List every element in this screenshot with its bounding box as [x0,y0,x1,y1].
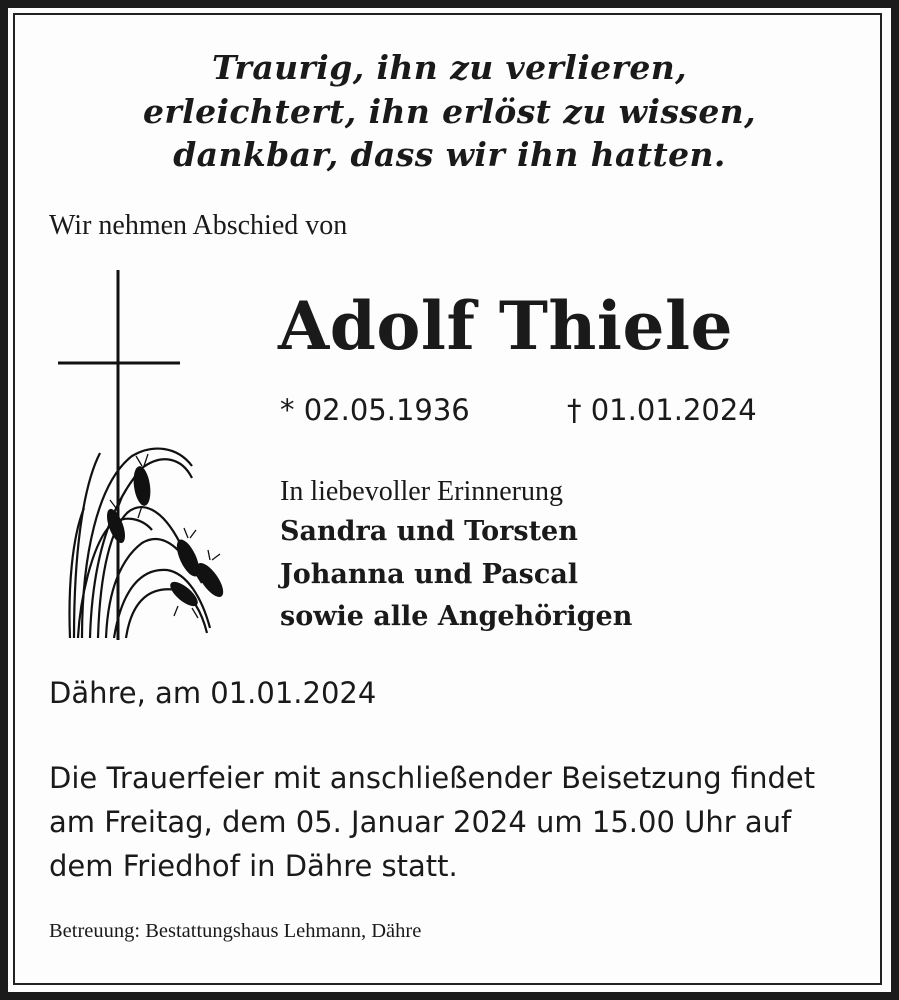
ceremony-line: dem Friedhof in Dähre statt. [49,849,458,883]
memory-intro: In liebevoller Erinnerung [280,476,564,507]
motto-line: erleichtert, ihn erlöst zu wissen, [142,91,757,131]
motto [0,46,899,177]
motto-line: dankbar, dass wir ihn hatten. [173,135,726,174]
mourner-name: Johanna und Pascal [280,559,579,590]
birth-date: * 02.05.1936 [280,393,470,427]
ceremony-line: am Freitag, dem 05. Januar 2024 um 15.00 Uhr auf [49,805,792,839]
death-date: † 01.01.2024 [567,393,757,427]
place-and-date: Dähre, am 01.01.2024 [49,676,377,710]
mourner-name: sowie alle Angehörigen [280,601,633,632]
mourner-name: Sandra und Torsten [280,516,578,547]
deceased-name: Adolf Thiele [278,287,734,365]
ceremony-line: Die Trauerfeier mit anschließender Beisetzung findet [49,761,816,795]
farewell-intro: Wir nehmen Abschied von [49,210,348,241]
ceremony-info [49,756,815,888]
life-dates [280,392,757,428]
cross-with-wheat-icon [52,268,232,644]
motto-line: Traurig, ihn zu verlieren, [211,48,687,87]
funeral-home-credit: Betreuung: Bestattungshaus Lehmann, Dähre [49,920,422,942]
